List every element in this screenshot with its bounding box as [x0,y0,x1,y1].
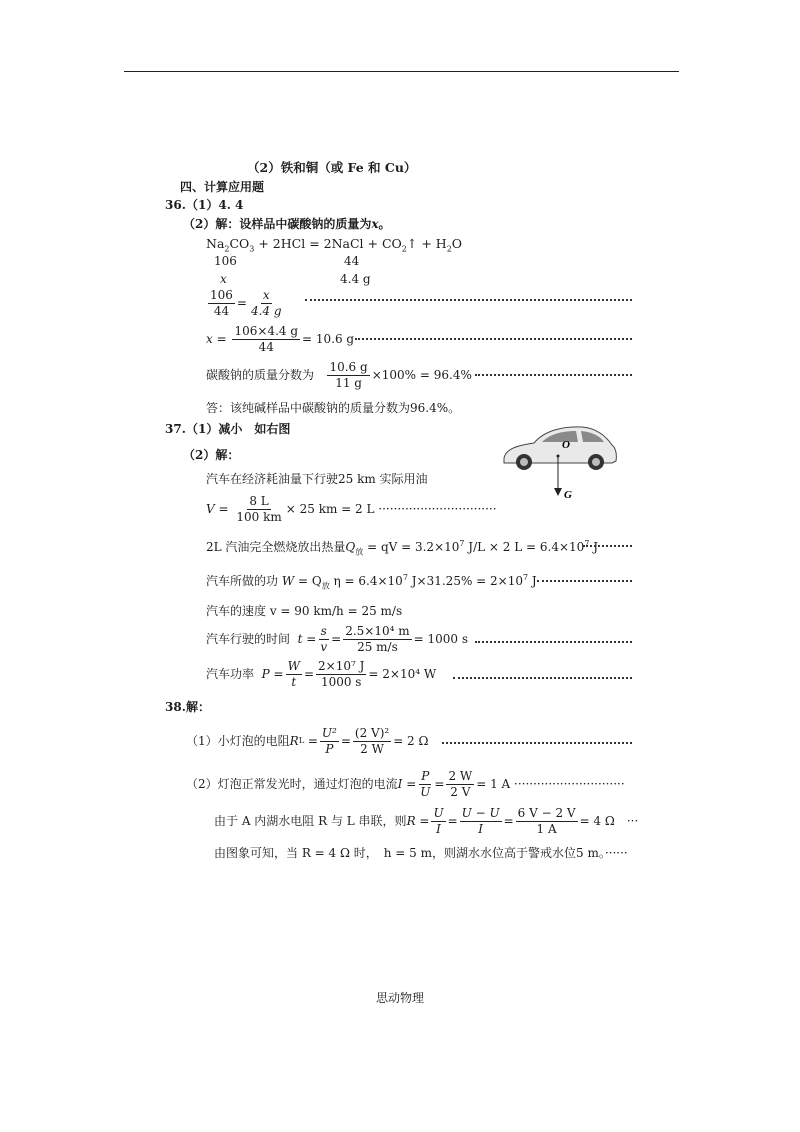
lake-resistance-calc: 由于 A 内湖水电阻 R 与 L 串联，则 R = $\frac{U}{I}$ = $\frac{U - U}{I}$ = $\frac{6 V - 2 V}{1 A}$ = 4 Ω ··· [214,806,639,836]
q38-number: 38. [165,700,186,714]
q38-title: 解： [186,700,211,714]
current-calc: （2）灯泡正常发光时，通过灯泡的电流 I = $\frac{P}{U}$ = $\frac{2 W}{2 V}$ = 1 A ····························· [186,769,625,799]
proportion: $\frac{106}{44}$ = $\frac{x}{4.4 g}$ [210,288,282,318]
score-dots [475,641,632,643]
car-figure [500,418,620,508]
gravity-label: G [564,489,572,501]
score-dots [453,677,632,679]
q37-number: 37. [165,422,186,436]
calc-x: x = $\frac{106\times 4.4 g}{44}$ = 10.6 g [206,324,355,354]
power-calc: 汽车功率 P = $\frac{W}{t}$ = $\frac{\text{2×10⁷ J}}{1000 s}$ = 2×10⁴ W [206,659,437,689]
mass-fraction: 碳酸钠的质量分数为 $\frac{10.6 g}{11 g}$ ×100% = 96.4% [206,360,472,390]
q36-number: 36. [165,198,186,212]
q36-part1: （1）4. 4 [186,198,244,212]
score-dots [355,338,632,340]
score-dots [442,742,632,744]
chemical-equation: $Na_2CO_3 + 2HCl$ = 2NaCl + $CO_2↑ + H_2O$ [206,236,463,254]
co2-mass: 4.4 g [340,272,371,286]
page-footer: 思动物理 [376,991,425,1005]
molar-mass-na2co3: 106 [214,254,237,268]
header-rule [124,71,679,72]
work-calc: 汽车所做的功 $W = Q_放$ $\eta = 6.4\times 10^7$ $J\times 31.25\% = 2\times 10^7$ J [206,573,537,591]
q37-part1: （1）减小 如右图 [186,422,291,436]
volume-calc: V = $\frac{8 L}{100 km}$ × 25 km = 2 L ······························· [206,494,497,524]
score-dots [475,374,632,376]
water-level-conclusion: 由图象可知，当 R = 4 Ω 时， h = 5 m，则湖水水位高于警戒水位5 m。······ [214,846,628,860]
q37-part2: （2）解： [183,448,240,462]
unknown-mass: x [220,272,227,286]
center-of-gravity-label: O [562,439,570,451]
section-heading: 四、计算应用题 [180,180,265,194]
speed-line: 汽车的速度 v = 90 km/h = 25 m/s [206,604,403,618]
q36-part2: （2）解：设样品中碳酸钠的质量为x。 [183,217,391,231]
score-dots [583,545,632,547]
heat-calc: 2L 汽油完全燃烧放出热量$Q_放$ = qV = $3.2\times 10^7$ J/L × 2 $L = 6.4\times 10^7$ J [206,539,599,557]
car-illustration [504,427,616,496]
score-dots [537,580,632,582]
molar-mass-co2: 44 [344,254,360,268]
q35-part2: （2）铁和铜（或 Fe 和 Cu） [247,160,417,175]
resistance-calc: （1）小灯泡的电阻 R L = $\frac{\text{U²}}{P}$ = $\frac{\text{(2 V)²}}{2 W}$ = 2 Ω [186,726,429,756]
time-calc: 汽车行驶的时间 t = $\frac{s}{v}$ = $\frac{\text{2.5×10⁴ m}}{25 m/s}$ = 1000 s [206,624,469,654]
q36-answer: 答：该纯碱样品中碳酸钠的质量分数为96.4%。 [206,401,461,415]
score-dots [305,299,632,301]
fuel-line: 汽车在经济耗油量下行驶25 km 实际用油 [206,472,428,486]
